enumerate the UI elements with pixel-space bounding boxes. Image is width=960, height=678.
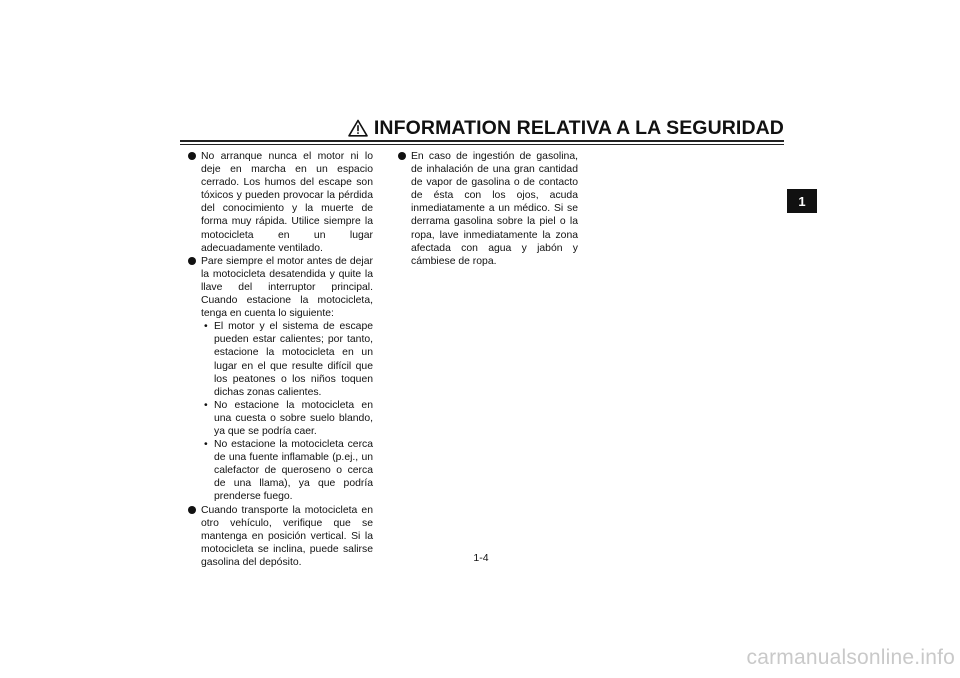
sub-bullet-icon: • <box>204 439 208 451</box>
bullet-icon <box>398 152 406 160</box>
sub-bullet-icon: • <box>204 399 208 411</box>
list-item <box>398 150 578 268</box>
bullet-icon <box>188 152 196 160</box>
page-header <box>180 116 784 140</box>
item-text: Cuando transporte la motocicleta en otro vehículo, verifique que se mantenga en posición vertical. Si la motocicleta se inclina, puede salirse gasolina del depósito. <box>201 504 373 568</box>
page-number: 1-4 <box>473 552 489 564</box>
right-column <box>398 150 578 268</box>
sub-list-item <box>202 399 373 438</box>
bullet-icon <box>188 257 196 265</box>
sub-item-text: No estacione la motocicleta en una cuesta o sobre suelo blando, ya que se podría caer. <box>214 399 373 437</box>
warning-triangle-icon <box>348 119 368 137</box>
list-item <box>188 504 373 569</box>
sub-item-text: No estacione la motocicleta cerca de una fuente inflamable (p.ej., un calefactor de queroseno o cerca de una llama), ya que podría prenderse fuego. <box>214 439 373 503</box>
page-title: INFORMATION RELATIVA A LA SEGURIDAD <box>373 116 784 139</box>
bullet-icon <box>188 506 196 514</box>
watermark-link[interactable]: carmanualsonline.info <box>746 646 955 669</box>
list-item <box>188 255 373 504</box>
header-rule-thin <box>180 144 784 145</box>
header-rule-thick <box>180 140 784 142</box>
sub-list-item <box>202 320 373 399</box>
sub-bullet-icon: • <box>204 321 208 333</box>
item-text: En caso de ingestión de gasolina, de inhalación de una gran cantidad de vapor de gasolina o de contacto de ésta con los ojos, acuda inmediatamente a un médico. Si se derrama gasolina sobre la piel o la ropa, lave inmediatamente la zona afectada con agua y jabón y cámbiese de ropa. <box>411 151 578 267</box>
sub-list-item <box>202 438 373 503</box>
item-text: Pare siempre el motor antes de dejar la motocicleta desatendida y quite la llave del interruptor principal. Cuando estacione la motocicleta, tenga en cuenta lo siguiente: <box>201 255 373 320</box>
sub-item-text: El motor y el sistema de escape pueden estar calientes; por tanto, estacione la motocicleta en un lugar en el que resulte difícil que los peatones o los niños toquen dichas zonas calientes. <box>214 321 373 398</box>
item-text: No arranque nunca el motor ni lo deje en marcha en un espacio cerrado. Los humos del escape son tóxicos y pueden provocar la pérdida del conocimiento y la muerte de forma muy rápida. Utilice siempre la motocicleta en un lugar adecuadamente ventilado. <box>201 151 373 254</box>
left-column <box>188 150 373 569</box>
chapter-tab: 1 <box>787 189 817 213</box>
list-item <box>188 150 373 255</box>
